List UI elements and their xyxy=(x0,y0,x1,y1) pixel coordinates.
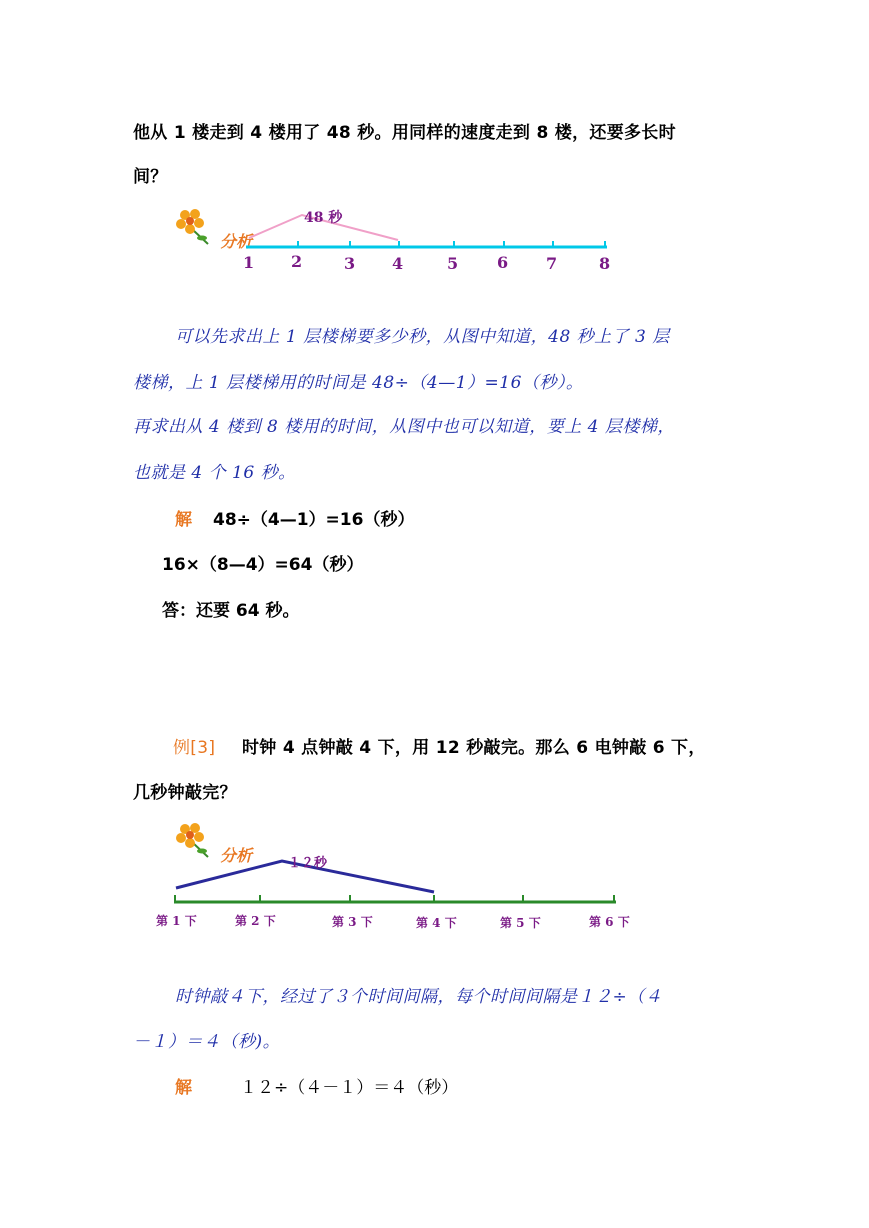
strike-label: 第 2 下 xyxy=(235,914,276,928)
example3-line1: 时钟 4 点钟敲 4 下，用 12 秒敲完。那么 6 电钟敲 6 下， xyxy=(242,738,706,758)
solution1-step2: 16×（8—4）=64（秒） xyxy=(162,555,364,575)
flower-icon xyxy=(176,823,208,857)
floor-label: 1 xyxy=(243,253,255,272)
analysis1-p2-line2: 也就是 4 个 16 秒。 xyxy=(133,463,296,483)
floor-label: 8 xyxy=(599,254,611,273)
analysis1-p1-line1: 可以先求出上 1 层楼梯要多少秒，从图中知道，48 秒上了 3 层 xyxy=(175,327,670,347)
problem1-line1: 他从 1 楼走到 4 楼用了 48 秒。用同样的速度走到 8 楼，还要多长时 xyxy=(133,123,676,143)
solution1-answer: 答：还要 64 秒。 xyxy=(162,601,300,621)
analysis-label-1: 分析 xyxy=(220,232,253,251)
floor-label: 6 xyxy=(497,253,509,272)
analysis-label-2: 分析 xyxy=(220,846,253,865)
solution1-label: 解 xyxy=(175,510,192,530)
analysis2-line1: 时钟敲４下，经过了３个时间间隔，每个时间间隔是１２÷（４ xyxy=(175,987,663,1007)
example3-line2: 几秒钟敲完？ xyxy=(133,783,237,803)
floor-label: 4 xyxy=(392,254,404,273)
strike-label: 第 4 下 xyxy=(416,916,457,930)
analysis1-p2-line1: 再求出从 4 楼到 8 楼用的时间，从图中也可以知道，要上 4 层楼梯， xyxy=(133,417,675,437)
solution1-step1: 48÷（4—1）=16（秒） xyxy=(213,510,415,530)
strike-label: 第 6 下 xyxy=(589,915,630,929)
example3-label: 例[3] xyxy=(173,738,216,758)
floor-label: 7 xyxy=(546,254,558,273)
problem1-line2: 间？ xyxy=(133,167,168,187)
span-label-2: １２秒 xyxy=(288,856,328,871)
strike-label: 第 1 下 xyxy=(156,914,197,928)
analysis1-p1-line2: 楼梯，上 1 层楼梯用的时间是 48÷（4—1）=16（秒）。 xyxy=(133,373,584,393)
span-label-1: 48 秒 xyxy=(304,210,343,226)
solution2-step1: １２÷（４－１）＝４（秒） xyxy=(240,1078,459,1098)
strike-label: 第 3 下 xyxy=(332,915,373,929)
strike-label: 第 5 下 xyxy=(500,916,541,930)
solution2-label: 解 xyxy=(175,1078,192,1098)
analysis2-line2: －１）＝４（秒)。 xyxy=(133,1032,281,1052)
floor-label: 3 xyxy=(344,254,356,273)
floor-label: 2 xyxy=(291,252,303,271)
floor-label: 5 xyxy=(447,254,459,273)
